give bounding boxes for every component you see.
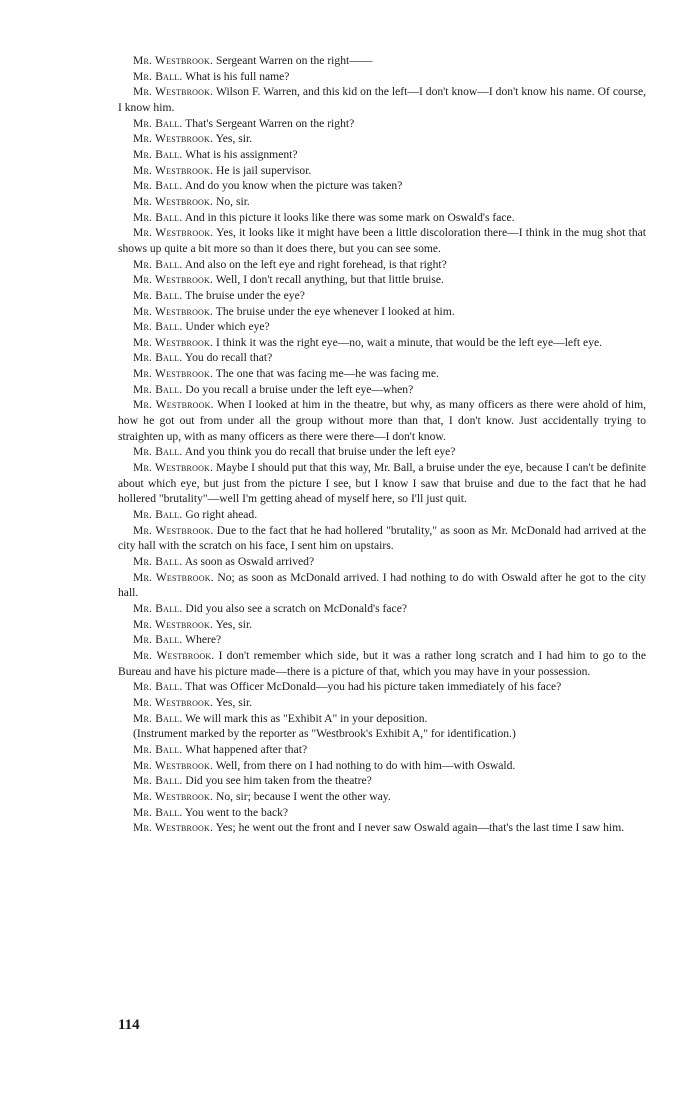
transcript-paragraph: [118, 397, 646, 444]
transcript-paragraph: [118, 194, 646, 210]
transcript-paragraph: [118, 444, 646, 460]
transcript-paragraph: [118, 178, 646, 194]
transcript-paragraph: [118, 382, 646, 398]
paragraph-text: The bruise under the eye whenever I looked at him.: [213, 304, 455, 318]
speaker-label: Mr. Ball.: [133, 210, 183, 224]
transcript-paragraph: [118, 523, 646, 554]
speaker-label: Mr. Ball.: [133, 288, 183, 302]
paragraph-text: Maybe I should put that this way, Mr. Ball, a bruise under the eye, because I can't be definite about which eye, but just from the picture I see, but I know I saw that bruise and due to the fact that he had hollered "brutality"—well I'm getting ahead of myself here, so I'll just quit.: [118, 461, 646, 506]
paragraph-text: Due to the fact that he had hollered "brutality," as soon as Mr. McDonald had arrived at the city hall with the scratch on his face, I sent him on upstairs.: [118, 523, 646, 553]
paragraph-text: No; as soon as McDonald arrived. I had nothing to do with Oswald after he got to the city hall.: [118, 570, 646, 600]
paragraph-text: When I looked at him in the theatre, but why, as many officers as there were ahold of him, how he got out from under all the group without more than that, I don't know. Just accidentally trying to straighten up, with as many officers as there were there—I don't know.: [118, 398, 646, 443]
speaker-label: Mr. Westbrook.: [133, 398, 214, 412]
paragraph-text: And you think you do recall that bruise under the left eye?: [182, 445, 456, 459]
speaker-label: Mr. Westbrook.: [133, 304, 214, 318]
transcript-paragraph: [118, 272, 646, 288]
transcript-paragraph: [118, 758, 646, 774]
paragraph-text: Did you also see a scratch on McDonald's face?: [182, 601, 407, 615]
speaker-label: Mr. Ball.: [133, 351, 183, 365]
speaker-label: Mr. Ball.: [133, 601, 183, 615]
speaker-label: Mr. Westbrook.: [133, 617, 214, 631]
paragraph-text: Do you recall a bruise under the left eye—when?: [182, 382, 414, 396]
speaker-label: Mr. Ball.: [133, 774, 183, 788]
paragraph-text: I don't remember which side, but it was a rather long scratch and I had him to go to the Bureau and have his picture made—there is a picture of that, which you may have in your possession.: [118, 648, 646, 678]
paragraph-text: (Instrument marked by the reporter as "Westbrook's Exhibit A," for identification.): [133, 727, 516, 741]
transcript-paragraph: [118, 366, 646, 382]
paragraph-text: No, sir; because I went the other way.: [213, 789, 391, 803]
speaker-label: Mr. Westbrook.: [133, 163, 214, 177]
paragraph-text: What is his assignment?: [182, 147, 298, 161]
speaker-label: Mr. Ball.: [133, 680, 183, 694]
speaker-label: Mr. Ball.: [133, 147, 183, 161]
paragraph-text: That's Sergeant Warren on the right?: [182, 116, 355, 130]
paragraph-text: What happened after that?: [182, 742, 308, 756]
speaker-label: Mr. Ball.: [133, 742, 183, 756]
paragraph-text: The one that was facing me—he was facing me.: [213, 367, 439, 381]
transcript-paragraph: [118, 319, 646, 335]
speaker-label: Mr. Westbrook.: [133, 335, 214, 349]
transcript-body: [118, 53, 646, 836]
speaker-label: Mr. Westbrook.: [133, 695, 214, 709]
paragraph-text: Well, from there on I had nothing to do with him—with Oswald.: [213, 758, 516, 772]
paragraph-text: Wilson F. Warren, and this kid on the left—I don't know—I don't know his name. Of course, I know him.: [118, 85, 647, 114]
speaker-label: Mr. Westbrook.: [133, 789, 214, 803]
speaker-label: Mr. Ball.: [133, 382, 183, 396]
transcript-paragraph: [118, 601, 646, 617]
paragraph-text: You do recall that?: [182, 351, 273, 365]
paragraph-text: Yes, sir.: [213, 695, 253, 709]
speaker-label: Mr. Westbrook.: [133, 758, 214, 772]
paragraph-text: Yes, sir.: [213, 132, 253, 146]
speaker-label: Mr. Ball.: [133, 508, 183, 522]
transcript-paragraph: [118, 773, 646, 789]
transcript-paragraph: [118, 507, 646, 523]
transcript-paragraph: [118, 679, 646, 695]
transcript-paragraph: [118, 805, 646, 821]
paragraph-text: And in this picture it looks like there was some mark on Oswald's face.: [182, 210, 515, 224]
transcript-paragraph: [118, 617, 646, 633]
speaker-label: Mr. Ball.: [133, 711, 183, 725]
transcript-paragraph: [118, 304, 646, 320]
paragraph-text: As soon as Oswald arrived?: [182, 555, 315, 568]
transcript-paragraph: [118, 648, 646, 679]
speaker-label: Mr. Westbrook.: [133, 54, 214, 67]
transcript-paragraph: [118, 460, 646, 507]
paragraph-text: Yes, sir.: [213, 617, 253, 631]
page-number: 114: [118, 1017, 140, 1033]
speaker-label: Mr. Ball.: [133, 69, 183, 83]
transcript-paragraph: [118, 711, 646, 727]
speaker-label: Mr. Westbrook.: [133, 570, 214, 584]
transcript-paragraph: [118, 742, 646, 758]
paragraph-text: And also on the left eye and right forehead, is that right?: [182, 257, 447, 271]
paragraph-text: We will mark this as "Exhibit A" in your deposition.: [182, 711, 428, 725]
transcript-paragraph: [118, 131, 646, 147]
paragraph-text: You went to the back?: [182, 805, 289, 819]
paragraph-text: And do you know when the picture was taken?: [182, 179, 403, 193]
paragraph-text: He is jail supervisor.: [213, 163, 312, 177]
transcript-paragraph: [118, 288, 646, 304]
speaker-label: Mr. Ball.: [133, 116, 183, 130]
speaker-label: Mr. Westbrook.: [133, 132, 214, 146]
paragraph-text: That was Officer McDonald—you had his picture taken immediately of his face?: [182, 680, 562, 694]
speaker-label: Mr. Westbrook.: [133, 461, 214, 475]
paragraph-text: Did you see him taken from the theatre?: [182, 774, 372, 788]
paragraph-text: The bruise under the eye?: [182, 288, 305, 302]
transcript-paragraph: [118, 350, 646, 366]
speaker-label: Mr. Ball.: [133, 320, 183, 334]
speaker-label: Mr. Ball.: [133, 555, 183, 568]
speaker-label: Mr. Ball.: [133, 179, 183, 193]
paragraph-text: Go right ahead.: [182, 508, 258, 522]
transcript-paragraph: [118, 53, 646, 69]
speaker-label: Mr. Ball.: [133, 805, 183, 819]
paragraph-text: I think it was the right eye—no, wait a minute, that would be the left eye—left eye.: [213, 335, 603, 349]
transcript-paragraph: [118, 163, 646, 179]
speaker-label: Mr. Westbrook.: [133, 648, 215, 662]
transcript-paragraph: [118, 84, 646, 115]
speaker-label: Mr. Westbrook.: [133, 273, 214, 287]
transcript-paragraph: [118, 695, 646, 711]
transcript-paragraph: [118, 789, 646, 805]
speaker-label: Mr. Ball.: [133, 633, 183, 647]
transcript-paragraph: [118, 116, 646, 132]
transcript-paragraph: [118, 554, 646, 570]
speaker-label: Mr. Westbrook.: [133, 367, 214, 381]
speaker-label: Mr. Ball.: [133, 257, 183, 271]
transcript-paragraph: [118, 820, 646, 836]
transcript-paragraph: [118, 570, 646, 601]
transcript-paragraph: [118, 69, 646, 85]
transcript-paragraph: [118, 257, 646, 273]
paragraph-text: Yes, it looks like it might have been a little discoloration there—I think in the mug shot that shows up quite a bit more so than it does there, but you can see some.: [118, 226, 646, 255]
exhibit-note: [118, 726, 646, 742]
transcript-paragraph: [118, 147, 646, 163]
speaker-label: Mr. Ball.: [133, 445, 183, 459]
transcript-paragraph: [118, 225, 646, 256]
paragraph-text: What is his full name?: [182, 69, 290, 83]
speaker-label: Mr. Westbrook.: [133, 821, 214, 835]
paragraph-text: Yes; he went out the front and I never saw Oswald again—that's the last time I saw him.: [213, 821, 625, 835]
paragraph-text: No, sir.: [213, 194, 250, 208]
transcript-paragraph: [118, 632, 646, 648]
transcript-paragraph: [118, 335, 646, 351]
paragraph-text: Well, I don't recall anything, but that little bruise.: [213, 273, 444, 287]
speaker-label: Mr. Westbrook.: [133, 194, 214, 208]
transcript-paragraph: [118, 210, 646, 226]
speaker-label: Mr. Westbrook.: [133, 85, 214, 99]
speaker-label: Mr. Westbrook.: [133, 226, 214, 240]
paragraph-text: Under which eye?: [182, 320, 270, 334]
paragraph-text: Where?: [182, 633, 222, 647]
speaker-label: Mr. Westbrook.: [133, 523, 214, 537]
paragraph-text: Sergeant Warren on the right——: [213, 54, 373, 67]
